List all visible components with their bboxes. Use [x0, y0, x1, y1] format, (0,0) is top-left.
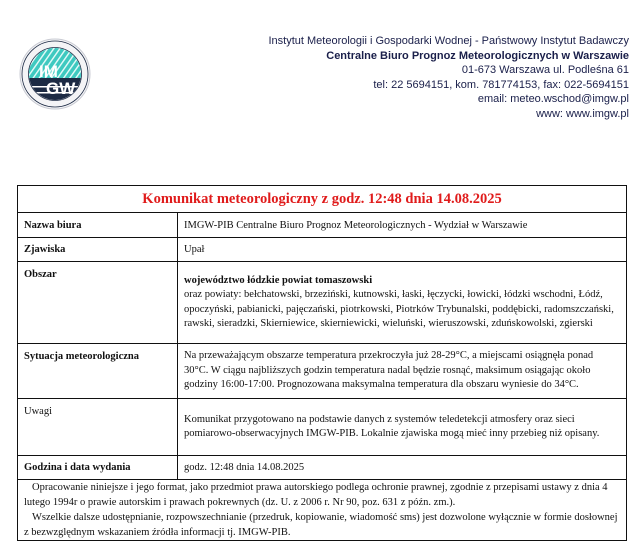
copyright-paragraph: Opracowanie niniejsze i jego format, jako przedmiot prawa autorskiego podlega ochronie prawnej, zgodnie z przepisami ustawy z dnia 4 lutego 1994r o prawie autorskim i prawach pokrewnych (dz. U. z 2006 r. Nr 90, poz. 631 z późn. zm.). [24, 482, 608, 508]
area-label: Obszar [18, 262, 178, 344]
area-counties: oraz powiaty: bełchatowski, brzeziński, kutnowski, łaski, łęczycki, łowicki, łódzki wschodni, Łódź, opoczyński, pabianicki, pajęczański, piotrkowski, Piotrków Trybunalski, poddębicki, radomszczański, rawski, sieradzki, Skierniewice, skierniewicki, wieluński, wieruszowski, zduńskowolski, zgierski [184, 289, 614, 329]
phone: tel: 22 5694151, kom. 781774153, fax: 022-5694151 [373, 78, 629, 91]
email-link[interactable]: email: meteo.wschod@imgw.pl [477, 93, 629, 106]
phenomena-value: Upał [178, 238, 627, 262]
copyright-notice [18, 480, 627, 541]
phenomena-label: Zjawiska [18, 238, 178, 262]
table-row [18, 344, 627, 399]
remarks-value: Komunikat przygotowano na podstawie danych z systemów teledetekcji atmosfery oraz sieci pomiarowo-obserwacyjnych IMGW-PIB. Lokalnie zjawiska mogą mieć inny przebieg niż opisany. [178, 399, 627, 456]
footer-row [18, 480, 627, 541]
office-name: Centralne Biuro Prognoz Meteorologicznych w Warszawie [326, 49, 629, 62]
website-link[interactable]: www: www.imgw.pl [536, 107, 629, 120]
issue-time-value: godz. 12:48 dnia 14.08.2025 [178, 456, 627, 480]
address: 01-673 Warszawa ul. Podleśna 61 [461, 64, 629, 77]
table-row [18, 213, 627, 238]
logo-gw-text: GW [46, 79, 76, 98]
situation-label: Sytuacja meteorologiczna [18, 344, 178, 399]
logo-im-text: IM [39, 62, 58, 81]
institute-name: Instytut Meteorologii i Gospodarki Wodnej - Państwowy Instytut Badawczy [268, 35, 629, 47]
remarks-label: Uwagi [18, 399, 178, 456]
table-row [18, 399, 627, 456]
situation-value: Na przeważającym obszarze temperatura przekroczyła już 28-29°C, a miejscami osiągnęła ponad 30°C. W ciągu najbliższych godzin temperatura nadal będzie rosnąć, maksimum osiągając około godziny 16:00-17:00. Prognozowana maksymalna temperatura dla obszaru wyniesie do 34°C. [178, 344, 627, 399]
letterhead [268, 34, 629, 122]
table-row [18, 238, 627, 262]
redistribution-paragraph: Wszelkie dalsze udostępnianie, rozpowszechnianie (przedruk, kopiowanie, wiadomość sms) jest dozwolone wyłącznie w formie dosłownej z bezwzględnym wskazaniem źródła informacji tj. IMGW-PIB. [24, 512, 618, 538]
title-row [18, 186, 627, 213]
imgw-logo-icon [19, 36, 91, 112]
office-value: IMGW-PIB Centralne Biuro Prognoz Meteorologicznych - Wydział w Warszawie [178, 213, 627, 238]
issue-time-label: Godzina i data wydania [18, 456, 178, 480]
table-row [18, 456, 627, 480]
communique-title: Komunikat meteorologiczny z godz. 12:48 dnia 14.08.2025 [18, 186, 627, 213]
imgw-logo [19, 36, 91, 112]
area-primary: województwo łódzkie powiat tomaszowski [184, 274, 373, 286]
table-row [18, 262, 627, 344]
communique-table [17, 185, 627, 541]
area-cell [178, 262, 627, 344]
office-label: Nazwa biura [18, 213, 178, 238]
